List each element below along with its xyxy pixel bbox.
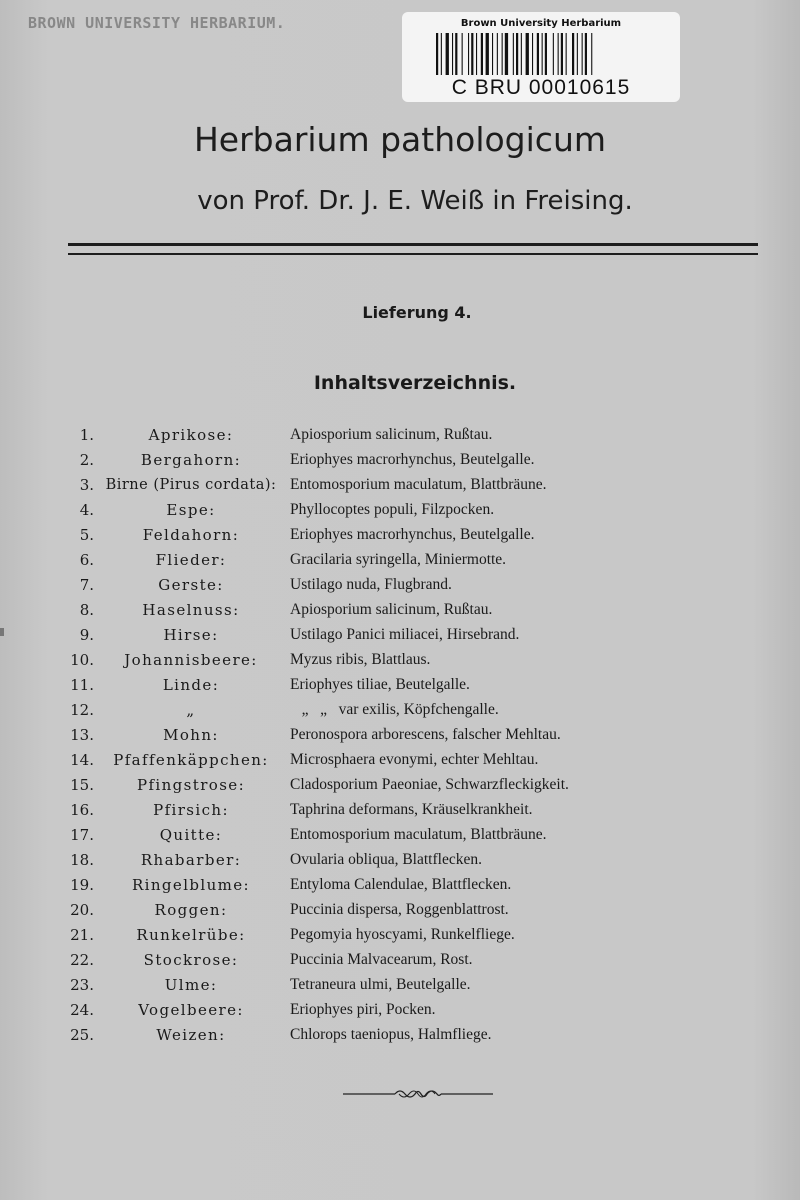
host-plant: Ringelblume:	[131, 876, 251, 894]
pathogen-description: Entomosporium maculatum, Blattbräune.	[290, 476, 547, 493]
pathogen-description: Puccinia Malvacearum, Rost.	[290, 951, 473, 968]
host-plant: Ulme:	[164, 976, 218, 994]
pathogen-description: Tetraneura ulmi, Beutelgalle.	[290, 976, 471, 993]
pathogen-description: Microsphaera evonymi, echter Mehltau.	[290, 751, 539, 768]
ornament-divider-icon	[343, 1084, 493, 1104]
toc-entry	[0, 600, 800, 624]
entry-number: 10.	[70, 651, 94, 669]
entry-number: 22.	[70, 951, 94, 969]
toc-entry	[0, 775, 800, 799]
pathogen-description: Eriophyes tiliae, Beutelgalle.	[290, 676, 470, 693]
host-plant: Vogelbeere:	[138, 1001, 244, 1019]
entry-number: 16.	[70, 801, 94, 819]
pathogen-description: Apiosporium salicinum, Rußtau.	[290, 426, 493, 443]
entry-number: 5.	[79, 526, 94, 544]
entry-number: 2.	[79, 451, 94, 469]
toc-entry	[0, 875, 800, 899]
host-plant: Gerste:	[158, 576, 224, 594]
toc-entry	[0, 500, 800, 524]
host-plant: Bergahorn:	[140, 451, 242, 469]
host-plant: Quitte:	[159, 826, 223, 844]
entry-number: 12.	[70, 701, 94, 719]
entry-number: 9.	[79, 626, 94, 644]
entry-number: 11.	[70, 676, 94, 694]
toc-entry	[0, 575, 800, 599]
host-plant: Johannisbeere:	[124, 651, 258, 669]
host-plant: Pfingstrose:	[136, 776, 246, 794]
toc-entry	[0, 950, 800, 974]
toc-entry	[0, 675, 800, 699]
toc-entry	[0, 475, 800, 499]
toc-entry	[0, 725, 800, 749]
pathogen-description: Entomosporium maculatum, Blattbräune.	[290, 826, 547, 843]
entry-number: 24.	[70, 1001, 94, 1019]
toc-entry	[0, 1000, 800, 1024]
entry-number: 15.	[70, 776, 94, 794]
pathogen-description: Gracilaria syringella, Miniermotte.	[290, 551, 507, 568]
toc-entry	[0, 800, 800, 824]
host-plant: Pfirsich:	[153, 801, 229, 819]
toc-entry	[0, 650, 800, 674]
barcode-icon	[436, 33, 646, 75]
entry-number: 1.	[79, 426, 94, 444]
host-plant: Runkelrübe:	[136, 926, 246, 944]
herbarium-stamp: BROWN UNIVERSITY HERBARIUM.	[28, 14, 286, 32]
pathogen-description: Phyllocoptes populi, Filzpocken.	[290, 501, 495, 518]
toc-entry	[0, 975, 800, 999]
entry-number: 21.	[70, 926, 94, 944]
toc-entry	[0, 450, 800, 474]
entry-number: 14.	[70, 751, 94, 769]
entry-number: 18.	[70, 851, 94, 869]
toc-entry	[0, 825, 800, 849]
pathogen-description: Puccinia dispersa, Roggenblattrost.	[290, 901, 509, 918]
entry-number: 20.	[70, 901, 94, 919]
barcode-number: C BRU 00010615	[451, 76, 631, 99]
pathogen-description: Eriophyes macrorhynchus, Beutelgalle.	[290, 451, 535, 468]
header-rule-thin	[68, 253, 758, 255]
sheet-edge-mark	[0, 628, 4, 636]
pathogen-description: Cladosporium Paeoniae, Schwarzfleckigkeit.	[290, 776, 569, 793]
entry-number: 3.	[79, 476, 94, 494]
entry-number: 13.	[70, 726, 94, 744]
toc-entry	[0, 525, 800, 549]
page-title: Herbarium pathologicum	[193, 120, 607, 159]
pathogen-description: Taphrina deformans, Kräuselkrankheit.	[290, 801, 533, 818]
toc-entry	[0, 925, 800, 949]
barcode-label	[402, 12, 680, 102]
host-plant: Espe:	[166, 501, 216, 519]
pathogen-description: „ „ var exilis, Köpfchengalle.	[290, 701, 499, 718]
toc-entry	[0, 750, 800, 774]
host-plant: Aprikose:	[148, 426, 234, 444]
host-plant: Birne (Pirus cordata):	[105, 477, 277, 493]
pathogen-description: Apiosporium salicinum, Rußtau.	[290, 601, 493, 618]
entry-number: 23.	[70, 976, 94, 994]
host-plant: Linde:	[162, 676, 220, 694]
entry-number: 25.	[70, 1026, 94, 1044]
pathogen-description: Ustilago Panici miliacei, Hirsebrand.	[290, 626, 520, 643]
entry-number: 8.	[79, 601, 94, 619]
delivery-number: Lieferung 4.	[362, 303, 472, 322]
host-plant: Roggen:	[154, 901, 228, 919]
toc-entry	[0, 1025, 800, 1049]
host-plant: Weizen:	[156, 1026, 226, 1044]
toc-entry	[0, 850, 800, 874]
pathogen-description: Chlorops taeniopus, Halmfliege.	[290, 1026, 492, 1043]
toc-entry	[0, 550, 800, 574]
host-plant: Stockrose:	[143, 951, 239, 969]
pathogen-description: Eriophyes piri, Pocken.	[290, 1001, 436, 1018]
host-plant: Mohn:	[163, 726, 219, 744]
entry-number: 17.	[70, 826, 94, 844]
host-plant: Haselnuss:	[142, 601, 240, 619]
host-plant: Pfaffenkäppchen:	[113, 751, 269, 769]
toc-entry	[0, 700, 800, 724]
pathogen-description: Eriophyes macrorhynchus, Beutelgalle.	[290, 526, 535, 543]
pathogen-description: Pegomyia hyoscyami, Runkelfliege.	[290, 926, 515, 943]
header-rule-thick	[68, 243, 758, 246]
toc-heading: Inhaltsverzeichnis.	[313, 372, 517, 394]
entry-number: 19.	[70, 876, 94, 894]
toc-entry	[0, 625, 800, 649]
host-plant: Flieder:	[155, 551, 227, 569]
toc-entry	[0, 900, 800, 924]
host-plant: Rhabarber:	[140, 851, 242, 869]
host-plant: „	[186, 701, 196, 719]
toc-entry	[0, 425, 800, 449]
author-line: von Prof. Dr. J. E. Weiß in Freising.	[197, 186, 633, 216]
host-plant: Feldahorn:	[142, 526, 240, 544]
entry-number: 4.	[79, 501, 94, 519]
pathogen-description: Peronospora arborescens, falscher Mehltau.	[290, 726, 561, 743]
pathogen-description: Entyloma Calendulae, Blattflecken.	[290, 876, 512, 893]
pathogen-description: Ustilago nuda, Flugbrand.	[290, 576, 452, 593]
pathogen-description: Myzus ribis, Blattlaus.	[290, 651, 431, 668]
pathogen-description: Ovularia obliqua, Blattflecken.	[290, 851, 482, 868]
entry-number: 6.	[79, 551, 94, 569]
entry-number: 7.	[79, 576, 94, 594]
host-plant: Hirse:	[163, 626, 219, 644]
institution-name: Brown University Herbarium	[460, 18, 622, 29]
